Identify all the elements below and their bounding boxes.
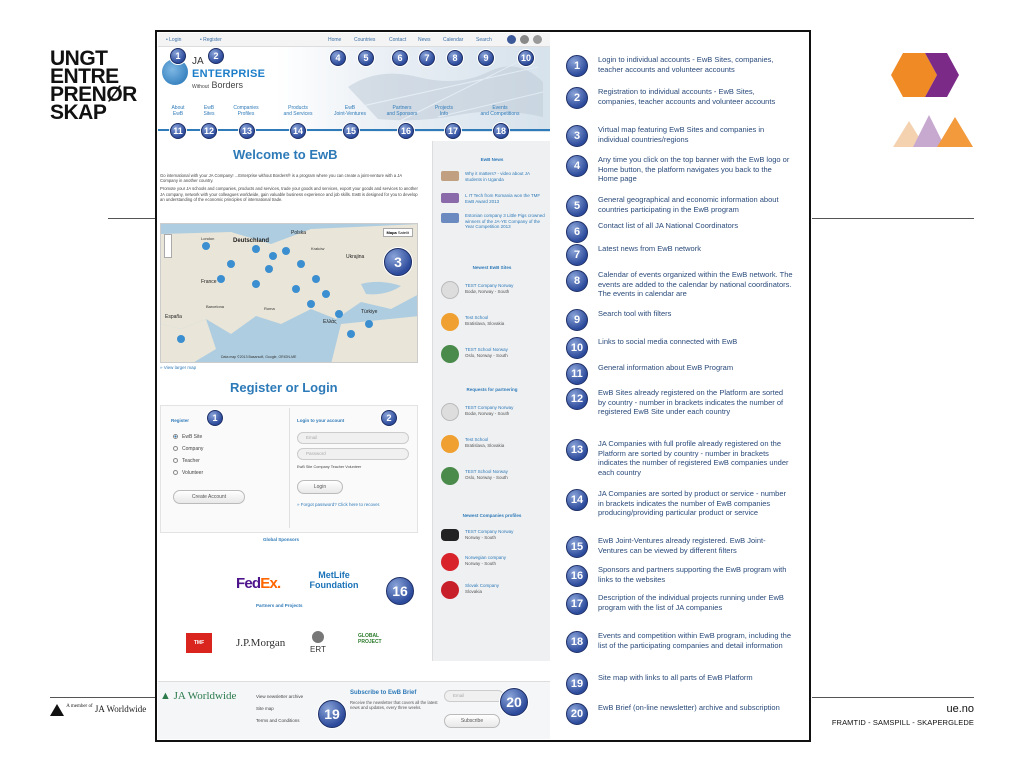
subscribe-button[interactable]: Subscribe: [444, 714, 500, 728]
slide-divider: [108, 218, 155, 219]
logo-ja-text: JA: [192, 56, 204, 67]
ja-worldwide-small-logo: [50, 704, 146, 716]
callout-badge: 2: [208, 48, 224, 64]
site-footer: [158, 681, 550, 739]
login-button[interactable]: Login: [297, 480, 343, 494]
slide-divider: [812, 218, 974, 219]
legend-text: Events and competition within EwB program, including the list of the participating companies and detail information: [598, 631, 792, 650]
fedex-logo[interactable]: [236, 575, 280, 592]
intro-paragraph: Promote your JA schools and companies, products and services, trade your goods and services, export your goods and services to another JA company, network with your colleagues worldwide, gain valuable business experience and job skills. EwB is designed for you to develop an understanding of the economic principles of international trade.: [160, 186, 418, 202]
partner-avatar-icon[interactable]: [441, 467, 459, 485]
callout-badge: 17: [445, 123, 461, 139]
news-item[interactable]: Estonian company 3 Little Pigs crowned winners of the JA-YE Company of the Year Competition 2013: [465, 213, 545, 229]
map-label: London: [201, 236, 215, 241]
fedex-logo-part: Ex.: [260, 575, 281, 592]
ja-triangle-icon: [50, 704, 64, 716]
legend-text: Login to individual accounts - EwB Sites, companies, teacher accounts and volunteer accounts: [598, 55, 774, 74]
map-label: Deutschland: [233, 238, 270, 244]
legend-number-badge: 11: [566, 363, 588, 385]
partner-item[interactable]: [465, 469, 508, 480]
site-location: Oslo, Norway - South: [465, 352, 508, 358]
partners-projects-title: Partners and Projects: [256, 603, 303, 608]
ert-logo[interactable]: [310, 631, 326, 654]
site-location: Bratislava, Slovakia: [465, 320, 505, 326]
news-thumbnail[interactable]: [441, 193, 459, 203]
site-avatar-icon[interactable]: [441, 313, 459, 331]
legend-text: EwB Joint-Ventures already registered. EwB Joint-Ventures can be viewed by different filters: [598, 536, 766, 555]
legend-number-badge: 9: [566, 309, 588, 331]
nav-label: Sites: [203, 111, 215, 117]
ert-label: ERT: [310, 645, 326, 654]
callout-badge: 12: [201, 123, 217, 139]
news-thumbnail[interactable]: [441, 171, 459, 181]
legend-number-badge: 12: [566, 388, 588, 410]
home-link[interactable]: Home: [328, 37, 342, 43]
register-link[interactable]: • Register: [200, 37, 222, 43]
legend-text: General information about EwB Program: [598, 363, 734, 372]
legend-number-badge: 17: [566, 593, 588, 615]
map-type-option[interactable]: Mapa: [386, 230, 397, 235]
legend-text: Any time you click on the top banner with the EwB logo or Home button, the platform navigates you back to the Home page: [598, 155, 790, 183]
nav-label: and Sponsors: [386, 111, 418, 117]
legend-number-badge: 16: [566, 565, 588, 587]
nav-label: Projects: [434, 105, 454, 111]
welcome-title: Welcome to EwB: [233, 147, 338, 162]
nav-products-services[interactable]: [276, 105, 320, 117]
login-role-options[interactable]: EwB Site Company Teacher Volunteer: [297, 465, 362, 469]
legend-text: JA Companies with full profile already registered on the Platform are sorted by country - number in brackets indicates the number of registered EwB companies under each country: [598, 439, 789, 477]
legend-number-badge: 15: [566, 536, 588, 558]
legend-text: Virtual map featuring EwB Sites and companies in individual countries/regions: [598, 125, 765, 144]
map-type-option[interactable]: Satelit: [397, 230, 409, 235]
twitter-icon[interactable]: [520, 35, 529, 44]
news-item[interactable]: L IT Tech from Romania won the TMF EwB Award 2013: [465, 193, 541, 204]
map-label: Barcelona: [206, 304, 225, 309]
callout-badge: 13: [239, 123, 255, 139]
legend-number-badge: 6: [566, 221, 588, 243]
callout-badge: 14: [290, 123, 306, 139]
nav-events-competitions[interactable]: [470, 105, 530, 117]
callout-badge: 11: [170, 123, 186, 139]
partner-avatar-icon[interactable]: [441, 435, 459, 453]
legend-number-badge: 20: [566, 703, 588, 725]
ja-worldwide-footer-logo[interactable]: ▲ JA Worldwide: [160, 690, 237, 702]
site-item[interactable]: [465, 347, 508, 358]
site-map-link[interactable]: Site map: [256, 706, 274, 711]
login-column-title: Login to your account: [297, 418, 345, 423]
slide-divider: [50, 697, 155, 698]
profile-location: Slovakia: [465, 588, 483, 594]
legend-number-badge: 19: [566, 673, 588, 695]
legend-number-badge: 10: [566, 337, 588, 359]
partnering-requests-title: Requests for partnering: [466, 387, 518, 392]
partner-location: Bratislava, Slovakia: [465, 442, 505, 448]
slide-tagline: FRAMTID - SAMSPILL - SKAPERGLEDE: [831, 718, 974, 727]
map-label: Polska: [291, 230, 307, 236]
callout-badge: 16: [398, 123, 414, 139]
subscribe-email-field[interactable]: Email: [444, 690, 504, 702]
calendar-link[interactable]: Calendar: [443, 37, 464, 43]
profile-avatar-icon[interactable]: [441, 529, 459, 541]
logo-without-borders: [192, 80, 243, 90]
map-label: Ukrajina: [346, 254, 365, 260]
nav-label: Products: [288, 105, 308, 111]
callout-badge: 6: [392, 50, 408, 66]
login-link[interactable]: • Login: [166, 37, 182, 43]
nav-label: Info: [439, 111, 449, 117]
hexagon-brand-icon: [875, 45, 975, 155]
legend-text: Registration to individual accounts - EwB Sites, companies, teacher accounts and volunteer accounts: [598, 87, 776, 106]
map-label: Ελλάς: [323, 319, 337, 325]
legend-number-badge: 1: [566, 55, 588, 77]
callout-badge: 15: [343, 123, 359, 139]
legend-text: Calendar of events organized within the EwB network. The events are added to the calendar by national coordinators. The events in calendar are: [598, 270, 793, 298]
slide-url: ue.no: [946, 703, 974, 715]
callout-badge: 10: [518, 50, 534, 66]
option-label: Volunteer: [182, 470, 204, 476]
map-label: España: [165, 314, 182, 320]
legend-text: Site map with links to all parts of EwB Platform: [598, 673, 753, 682]
legend-number-badge: 18: [566, 631, 588, 653]
nav-label: Joint-Ventures: [334, 111, 366, 117]
legend-text: Links to social media connected with EwB: [598, 337, 738, 346]
map-credit: Data map ©2013 Basarsoft, Google, ORION-ME: [221, 355, 297, 359]
callout-badge: 18: [493, 123, 509, 139]
site-item[interactable]: [465, 315, 504, 326]
callout-badge: 1: [207, 410, 223, 426]
brand-line: PRENØR: [50, 83, 137, 106]
nav-label: Companies: [233, 105, 259, 111]
nav-label: and Services: [283, 111, 313, 117]
nav-companies-profiles[interactable]: [226, 105, 266, 117]
legend-number-badge: 14: [566, 489, 588, 511]
site-name: TEST School Norway: [465, 347, 508, 352]
site-avatar-icon[interactable]: [441, 345, 459, 363]
legend-number-badge: 2: [566, 87, 588, 109]
map-zoom-control[interactable]: [164, 234, 172, 258]
profile-name: TEST Company Norway: [465, 529, 514, 534]
nav-about-ewb[interactable]: [166, 105, 190, 117]
site-item[interactable]: [465, 283, 513, 294]
legend-number-badge: 8: [566, 270, 588, 292]
map-label: France: [201, 279, 217, 285]
ewb-virtual-map[interactable]: [160, 223, 418, 363]
jpmorgan-logo[interactable]: J.P.Morgan: [236, 637, 286, 649]
profile-name: Norwegian company: [465, 555, 507, 560]
profile-item[interactable]: [465, 583, 499, 594]
search-link[interactable]: Search: [476, 37, 492, 43]
profile-location: Norway - South: [465, 534, 497, 540]
logo-enterprise-text: ENTERPRISE: [192, 68, 266, 80]
callout-badge: 9: [478, 50, 494, 66]
legend-number-badge: 7: [566, 244, 588, 266]
map-label: Türkiye: [361, 309, 378, 315]
login-email-field[interactable]: Email: [297, 432, 409, 444]
register-login-title: Register or Login: [230, 380, 338, 395]
sidebar: [432, 141, 550, 661]
terms-link[interactable]: Terms and Conditions: [256, 718, 300, 723]
fedex-logo-part: Fed: [236, 575, 261, 592]
callout-badge: 5: [358, 50, 374, 66]
nav-joint-ventures[interactable]: [328, 105, 372, 117]
create-account-button[interactable]: Create Account: [173, 490, 245, 504]
news-link[interactable]: News: [418, 37, 431, 43]
register-option-company[interactable]: [173, 446, 203, 452]
partner-name: Test School: [465, 437, 489, 442]
legend-number-badge: 5: [566, 195, 588, 217]
callout-badge: 7: [419, 50, 435, 66]
ert-ball-icon: [312, 631, 324, 643]
nav-label: Partners: [392, 105, 412, 111]
legend-text: EwB Sites already registered on the Platform are sorted by country - number in brackets indicates the number of registered EwB Site under each country: [598, 388, 784, 416]
newest-profiles-title: Newest Companies profiles: [462, 513, 522, 518]
nav-ewb-sites[interactable]: [198, 105, 220, 117]
legend-number-badge: 4: [566, 155, 588, 177]
site-avatar-icon[interactable]: [441, 281, 459, 299]
contact-link[interactable]: Contact: [389, 37, 407, 43]
legend-text: EwB Brief (on-line newsletter) archive and subscription: [598, 703, 780, 712]
radio-selected-icon[interactable]: [173, 434, 178, 439]
intro-paragraph: Go international with your JA Company! ...Enterprise without Borders® is a program where you can create a joint-venture with a JA Company in another country.: [160, 173, 402, 184]
social-icon[interactable]: [533, 35, 542, 44]
profile-name: Slovak Company: [465, 583, 500, 588]
profile-avatar-icon[interactable]: [441, 581, 459, 599]
callout-badge: 16: [386, 577, 414, 605]
subscribe-title: Subscribe to EwB Brief: [350, 690, 417, 696]
partner-name: TEST School Norway: [465, 469, 508, 474]
ungt-entreprenorskap-logo: [50, 47, 137, 124]
profile-location: Norway - South: [465, 560, 497, 566]
column-divider: [289, 408, 290, 528]
profile-item[interactable]: [465, 529, 513, 540]
register-login-panel: [160, 405, 418, 533]
login-password-field[interactable]: Password: [297, 448, 409, 460]
legend-number-badge: 13: [566, 439, 588, 461]
ja-worldwide-label: JA Worldwide: [94, 704, 147, 715]
map-label: Roma: [264, 306, 275, 311]
callout-badge: 8: [447, 50, 463, 66]
subscribe-description: Receive the newsletter that covers all the latest news and updates, every three weeks.: [350, 700, 438, 711]
callout-badge: 3: [384, 248, 412, 276]
nav-label: EwB: [172, 111, 184, 117]
brand-line: SKAP: [50, 101, 107, 124]
option-label: Company: [182, 446, 204, 452]
option-label: Teacher: [182, 458, 200, 464]
legend-text: Search tool with filters: [598, 309, 672, 318]
legend-number-badge: 3: [566, 125, 588, 147]
radio-icon[interactable]: [173, 458, 178, 463]
nav-label: and Competitions: [480, 111, 520, 117]
nav-projects-info[interactable]: [430, 105, 458, 117]
nav-label: Events: [492, 105, 508, 111]
partner-location: Bodø, Norway - South: [465, 410, 510, 416]
logo-borders-text: Borders: [211, 80, 243, 90]
news-item[interactable]: Why it matters? - video about JA students in Uganda: [465, 171, 530, 182]
newest-sites-title: Newest EwB Sites: [472, 265, 512, 270]
partner-item[interactable]: [465, 437, 504, 448]
member-of-label: A member of: [66, 704, 93, 710]
register-option-volunteer[interactable]: [173, 470, 203, 476]
partner-item[interactable]: [465, 405, 513, 416]
global-project-logo[interactable]: GLOBAL PROJECT: [358, 633, 382, 645]
site-name: Test School: [465, 315, 489, 320]
brand-line: ENTRE: [50, 65, 119, 88]
newsletter-archive-link[interactable]: View newsletter archive: [256, 694, 304, 699]
callout-badge: 2: [381, 410, 397, 426]
forgot-password-link[interactable]: » Forgot password? Click here to recover.: [297, 502, 381, 507]
nav-partners-sponsors[interactable]: [380, 105, 424, 117]
partner-name: TEST Company Norway: [465, 405, 514, 410]
nav-label: Profiles: [237, 111, 255, 117]
countries-link[interactable]: Countries: [354, 37, 376, 43]
legend-text: General geographical and economic information about countries participating in the EwB program: [598, 195, 779, 214]
tmf-logo[interactable]: TMF: [186, 633, 212, 653]
nav-label: About: [171, 105, 185, 111]
legend-text: Latest news from EwB network: [598, 244, 701, 253]
legend-text: Sponsors and partners supporting the EwB program with links to the websites: [598, 565, 787, 584]
intro-text: [160, 173, 418, 202]
option-label: EwB Site: [182, 434, 203, 440]
callout-badge: 19: [318, 700, 346, 728]
ja-worldwide-footer-label: JA Worldwide: [173, 690, 237, 702]
legend-text: Description of the individual projects running under EwB program with the list of JA companies: [598, 593, 784, 612]
facebook-icon[interactable]: [507, 35, 516, 44]
top-bar: [158, 33, 550, 47]
callout-badge: 20: [500, 688, 528, 716]
europe-map-icon: [161, 224, 418, 363]
register-column-title: Register: [171, 418, 190, 423]
site-location: Bodø, Norway - South: [465, 288, 510, 294]
view-larger-map-link[interactable]: » View larger map: [160, 365, 197, 370]
partner-location: Oslo, Norway - South: [465, 474, 508, 480]
sidebar-news-title: EwB News: [480, 157, 504, 162]
profile-item[interactable]: [465, 555, 506, 566]
slide-divider: [812, 697, 974, 698]
register-option-teacher[interactable]: [173, 458, 200, 464]
map-label: Kraków: [311, 246, 325, 251]
legend-text: Contact list of all JA National Coordinators: [598, 221, 739, 230]
news-thumbnail[interactable]: [441, 213, 459, 223]
nav-label: EwB: [344, 105, 356, 111]
register-option-ewb-site[interactable]: [173, 434, 202, 440]
legend-text: JA Companies are sorted by product or service - number in brackets indicates the number of EwB companies producing/providing particular product or service: [598, 489, 787, 517]
logo-without-text: Without: [192, 84, 209, 90]
brand-line: UNGT: [50, 47, 108, 70]
nav-label: EwB: [203, 105, 215, 111]
global-sponsors-title: Global Sponsors: [263, 537, 300, 542]
map-type-toggle[interactable]: [383, 228, 413, 237]
partner-avatar-icon[interactable]: [441, 403, 459, 421]
metlife-foundation-logo[interactable]: MetLife Foundation: [309, 570, 359, 590]
callout-badge: 1: [170, 48, 186, 64]
site-name: TEST Company Norway: [465, 283, 514, 288]
radio-icon[interactable]: [173, 470, 178, 475]
callout-badge: 4: [330, 50, 346, 66]
profile-avatar-icon[interactable]: [441, 553, 459, 571]
radio-icon[interactable]: [173, 446, 178, 451]
ewb-website: [158, 33, 550, 739]
